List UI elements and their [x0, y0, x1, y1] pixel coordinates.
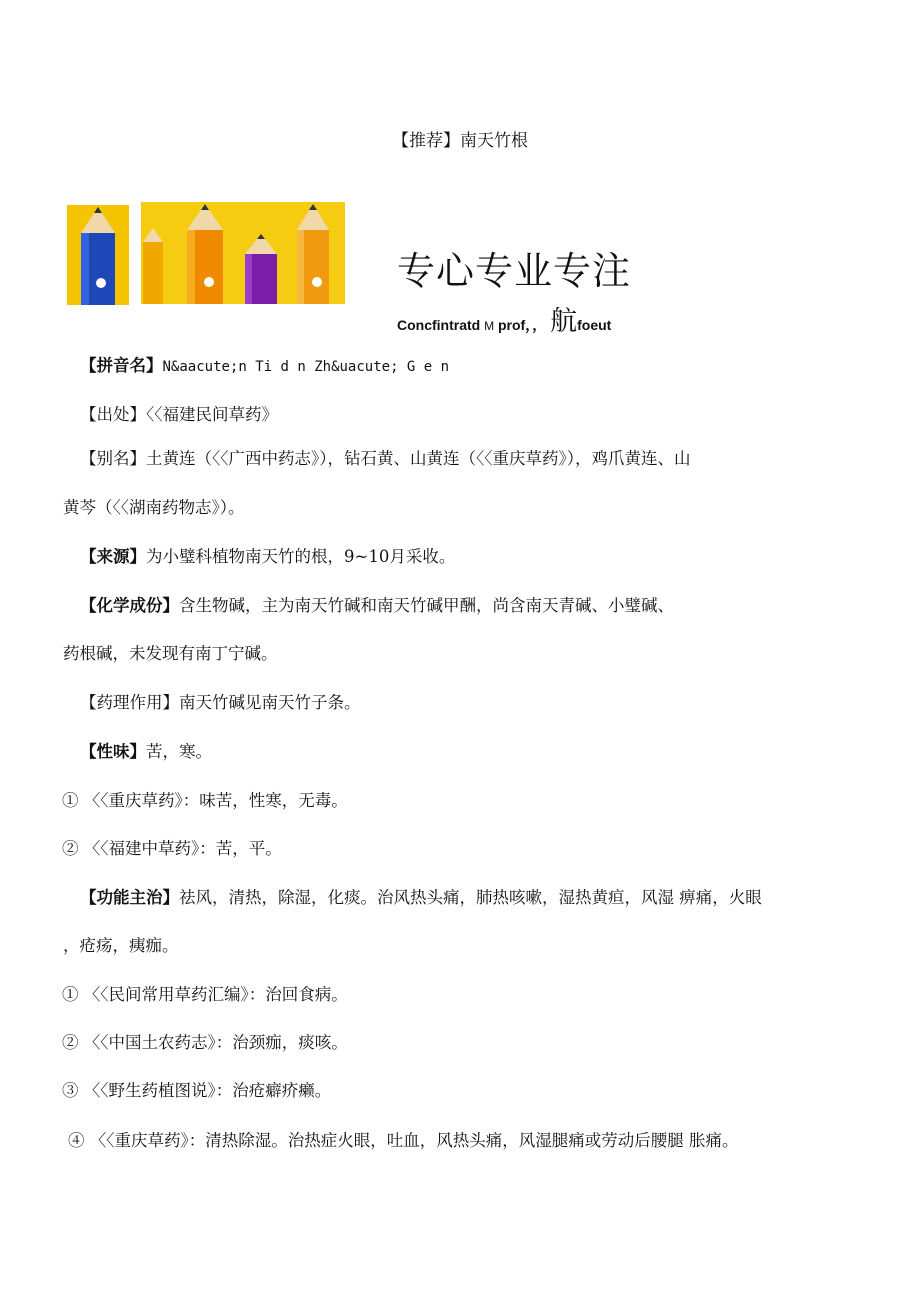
function-item: ① 〈〈民间常用草药汇编》：治回食病。: [62, 985, 348, 1004]
slogan-en-part: foeut: [577, 317, 612, 333]
pencil-image-left: [67, 205, 129, 305]
taste-item: ② 〈〈福建中草药》：苦，平。: [62, 839, 282, 858]
function-item: ② 〈〈中国土农药志》：治颈痂，痰咳。: [62, 1033, 348, 1052]
pinyin-line: [80, 352, 449, 376]
function-line: [80, 884, 762, 908]
pencil-image-right: [141, 202, 345, 304]
section-text: 南天竹碱见南天竹子条。: [179, 693, 361, 712]
section-label: 【拼音名】: [80, 356, 163, 375]
slogan-en-part: M: [484, 319, 495, 333]
section-label: 【别名】: [80, 449, 146, 468]
section-label: 【功能主治】: [80, 888, 179, 907]
taste-item: ① 〈〈重庆草药》：味苦，性寒，无毒。: [62, 791, 348, 810]
section-text: N&aacute;n Ti d n Zh&uacute; G e n: [162, 359, 450, 375]
slogan-en-part: Concfintratd: [397, 317, 481, 333]
source-line: [80, 401, 278, 425]
section-text: 土黄连（〈〈广西中药志》），钻石黄、山黄连（〈〈重庆草药》），鸡爪黄连、山: [146, 449, 691, 468]
section-text: 〈〈福建民间草药》: [146, 405, 278, 424]
section-text: 苦，寒。: [146, 742, 212, 761]
function-item: ④ 〈〈重庆草药》：清热除湿。治热症火眼，吐血，风热头痛，风湿腿痛或劳动后腰腿 胀痛。: [68, 1131, 739, 1150]
slogan-chinese: 专心专业专注: [397, 249, 632, 293]
alias-line-cont: 黄芩（〈〈湖南药物志》）。: [63, 498, 245, 517]
section-label: 【来源】: [80, 547, 146, 566]
chemistry-line: [80, 592, 674, 616]
section-label: 【药理作用】: [80, 693, 179, 712]
pharmacology-line: [80, 689, 361, 713]
alias-line: [80, 445, 691, 469]
taste-line: [80, 738, 212, 762]
slogan-english: [397, 299, 611, 338]
section-label: 【化学成份】: [80, 596, 179, 615]
section-text: 含生物碱，主为南天竹碱和南天竹碱甲酬，尚含南天青碱、小璧碱、: [179, 596, 674, 615]
section-text: 祛风，清热，除湿，化痰。治风热头痛，肺热咳嗽，湿热黄疸，风湿 痹痛，火眼: [179, 888, 762, 907]
slogan-en-part: 航: [550, 306, 578, 337]
section-label: 【出处】: [80, 405, 146, 424]
slogan-en-part: prof，，: [498, 317, 547, 333]
origin-line: [80, 543, 455, 567]
function-item: ③ 〈〈野生药植图说》：治疮癖疥癞。: [62, 1081, 332, 1100]
section-label: 【性味】: [80, 742, 146, 761]
section-text: 为小璧科植物南天竹的根，9~10月采收。: [146, 547, 456, 566]
chemistry-line-cont: 药根碱，未发现有南丁宁碱。: [63, 644, 278, 663]
page-title: 【推荐】南天竹根: [392, 131, 528, 151]
function-line-cont: ，疮疡，痍痂。: [63, 936, 179, 955]
